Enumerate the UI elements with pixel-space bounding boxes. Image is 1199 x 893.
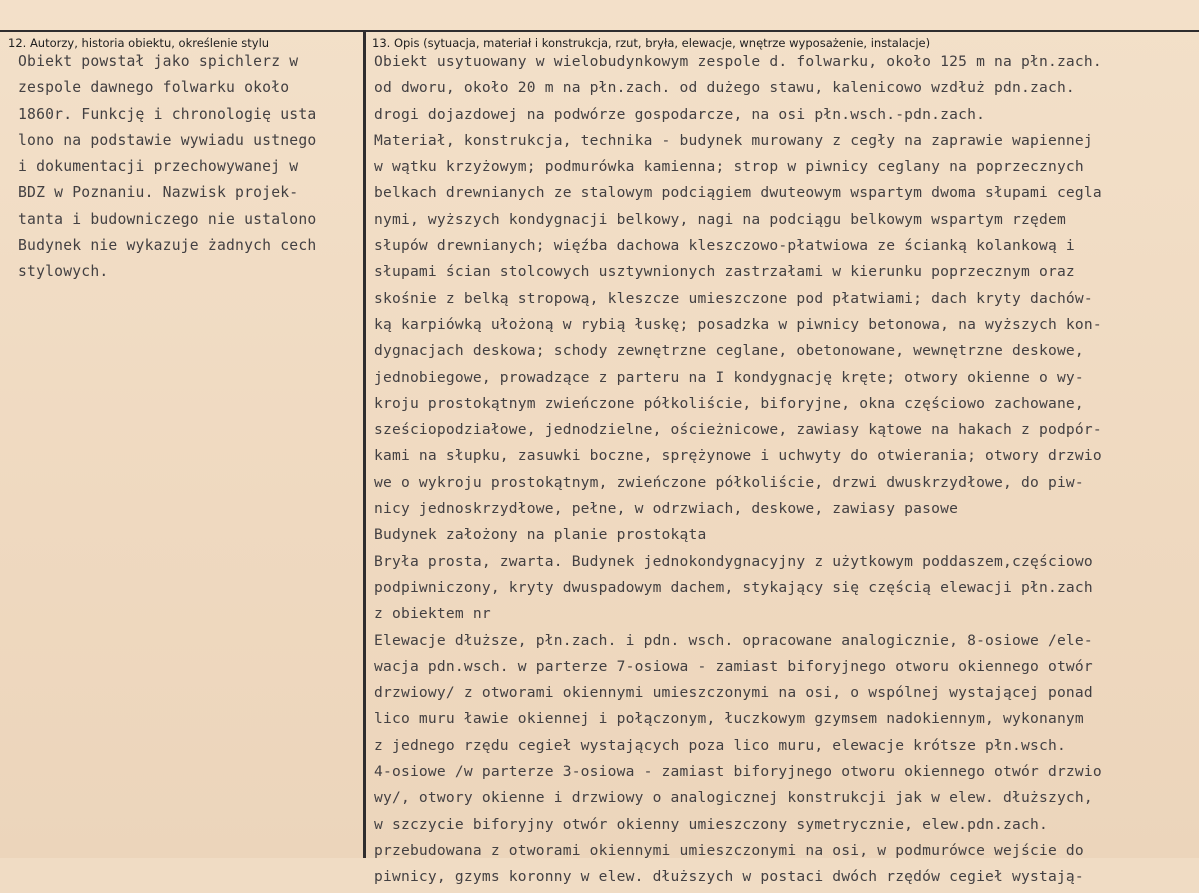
text-line: zespole dawnego folwarku około bbox=[18, 79, 290, 97]
section-12-text bbox=[18, 51, 360, 288]
text-line: Bryła prosta, zwarta. Budynek jednokondygnacyjny z użytkowym poddaszem,częściowo bbox=[374, 552, 1093, 570]
text-line: tanta i budowniczego nie ustalono bbox=[18, 210, 317, 228]
text-line: drzwiowy/ z otworami okiennymi umieszczonymi na osi, o wspólnej wystającej ponad bbox=[374, 684, 1093, 702]
section-12-heading: 12. Autorzy, historia obiektu, określenie stylu bbox=[8, 36, 270, 50]
text-line: dygnacjach deskowa; schody zewnętrzne ceglane, obetonowane, wewnętrzne deskowe, bbox=[374, 342, 1084, 360]
text-line: z jednego rzędu cegieł wystających poza lico muru, elewacje krótsze płn.wsch. bbox=[374, 736, 1066, 754]
text-line: nicy jednoskrzydłowe, pełne, w odrzwiach, deskowe, zawiasy pasowe bbox=[374, 500, 959, 518]
text-line: ką karpiówką ułożoną w rybią łuskę; posadzka w piwnicy betonowa, na wyższych kon- bbox=[374, 315, 1102, 333]
text-line: drogi dojazdowej na podwórze gospodarcze, na osi płn.wsch.-pdn.zach. bbox=[374, 105, 986, 123]
text-line: lono na podstawie wywiadu ustnego bbox=[18, 131, 317, 149]
text-line: Budynek nie wykazuje żadnych cech bbox=[18, 237, 317, 255]
text-line: 1860r. Funkcję i chronologię usta bbox=[18, 105, 317, 123]
text-line: i dokumentacji przechowywanej w bbox=[18, 158, 299, 176]
text-line: wy/, otwory okienne i drzwiowy o analogicznej konstrukcji jak w elew. dłuższych, bbox=[374, 789, 1093, 807]
text-line: Obiekt powstał jako spichlerz w bbox=[18, 53, 299, 70]
text-line: z obiektem nr bbox=[374, 605, 491, 623]
text-line: sześciopodziałowe, jednodzielne, ościeżnicowe, zawiasy kątowe na hakach z podpór- bbox=[374, 421, 1102, 439]
text-line: stylowych. bbox=[18, 263, 109, 281]
text-line: 4-osiowe /w parterze 3-osiowa - zamiast biforyjnego otworu okiennego otwór drzwio bbox=[374, 763, 1102, 781]
text-line: słupami ścian stolcowych usztywnionych zastrzałami w kierunku poprzecznym oraz bbox=[374, 263, 1075, 281]
column-divider bbox=[363, 30, 366, 858]
text-line: w szczycie biforyjny otwór okienny umieszczony symetrycznie, elew.pdn.zach. bbox=[374, 815, 1048, 833]
text-line: piwnicy, gzyms koronny w elew. dłuższych w postaci dwóch rzędów cegieł wystają- bbox=[374, 868, 1084, 886]
text-line: jednobiegowe, prowadzące z parteru na I kondygnację kręte; otwory okienne o wy- bbox=[374, 368, 1084, 386]
text-line: Obiekt usytuowany w wielobudynkowym zespole d. folwarku, około 125 m na płn.zach. bbox=[374, 53, 1102, 70]
text-line: nymi, wyższych kondygnacji belkowy, nagi na podciągu belkowym wspartym rzędem bbox=[374, 210, 1066, 228]
text-line: kroju prostokątnym zwieńczone półkoliście, biforyjne, okna częściowo zachowane, bbox=[374, 394, 1084, 412]
text-line: we o wykroju prostokątnym, zwieńczone półkoliście, drzwi dwuskrzydłowe, do piw- bbox=[374, 473, 1084, 491]
text-line: belkach drewnianych ze stalowym podciągiem dwuteowym wspartym dwoma słupami cegla bbox=[374, 184, 1102, 202]
text-line: od dworu, około 20 m na płn.zach. od dużego stawu, kalenicowo wzdłuż pdn.zach. bbox=[374, 79, 1075, 97]
text-line: BDZ w Poznaniu. Nazwisk projek- bbox=[18, 184, 299, 202]
text-line: lico muru ławie okiennej i połączonym, łuczkowym gzymsem nadokiennym, wykonanym bbox=[374, 710, 1084, 728]
text-line: w wątku krzyżowym; podmurówka kamienna; strop w piwnicy ceglany na poprzecznych bbox=[374, 158, 1084, 176]
section-13-text bbox=[374, 51, 1199, 893]
text-line: wacja pdn.wsch. w parterze 7-osiowa - zamiast biforyjnego otworu okiennego otwór bbox=[374, 657, 1093, 675]
section-13-heading: 13. Opis (sytuacja, materiał i konstrukcja, rzut, bryła, elewacje, wnętrze wyposażenie, instalacje) bbox=[372, 36, 931, 50]
text-line: skośnie z belką stropową, kleszcze umieszczone pod płatwiami; dach kryty dachów- bbox=[374, 289, 1093, 307]
text-line: podpiwniczony, kryty dwuspadowym dachem, stykający się częścią elewacji płn.zach bbox=[374, 578, 1093, 596]
text-line: przebudowana z otworami okiennymi umieszczonymi na osi, w podmurówce wejście do bbox=[374, 841, 1084, 859]
text-line: Budynek założony na planie prostokąta bbox=[374, 526, 707, 544]
text-line: Materiał, konstrukcja, technika - budynek murowany z cegły na zaprawie wapiennej bbox=[374, 131, 1093, 149]
text-line: Elewacje dłuższe, płn.zach. i pdn. wsch. opracowane analogicznie, 8-osiowe /ele- bbox=[374, 631, 1093, 649]
top-rule bbox=[0, 30, 1199, 32]
text-line: kami na słupku, zasuwki boczne, sprężynowe i uchwyty do otwierania; otwory drzwio bbox=[374, 447, 1102, 465]
text-line: słupów drewnianych; więźba dachowa kleszczowo-płatwiowa ze ścianką kolankową i bbox=[374, 237, 1075, 255]
